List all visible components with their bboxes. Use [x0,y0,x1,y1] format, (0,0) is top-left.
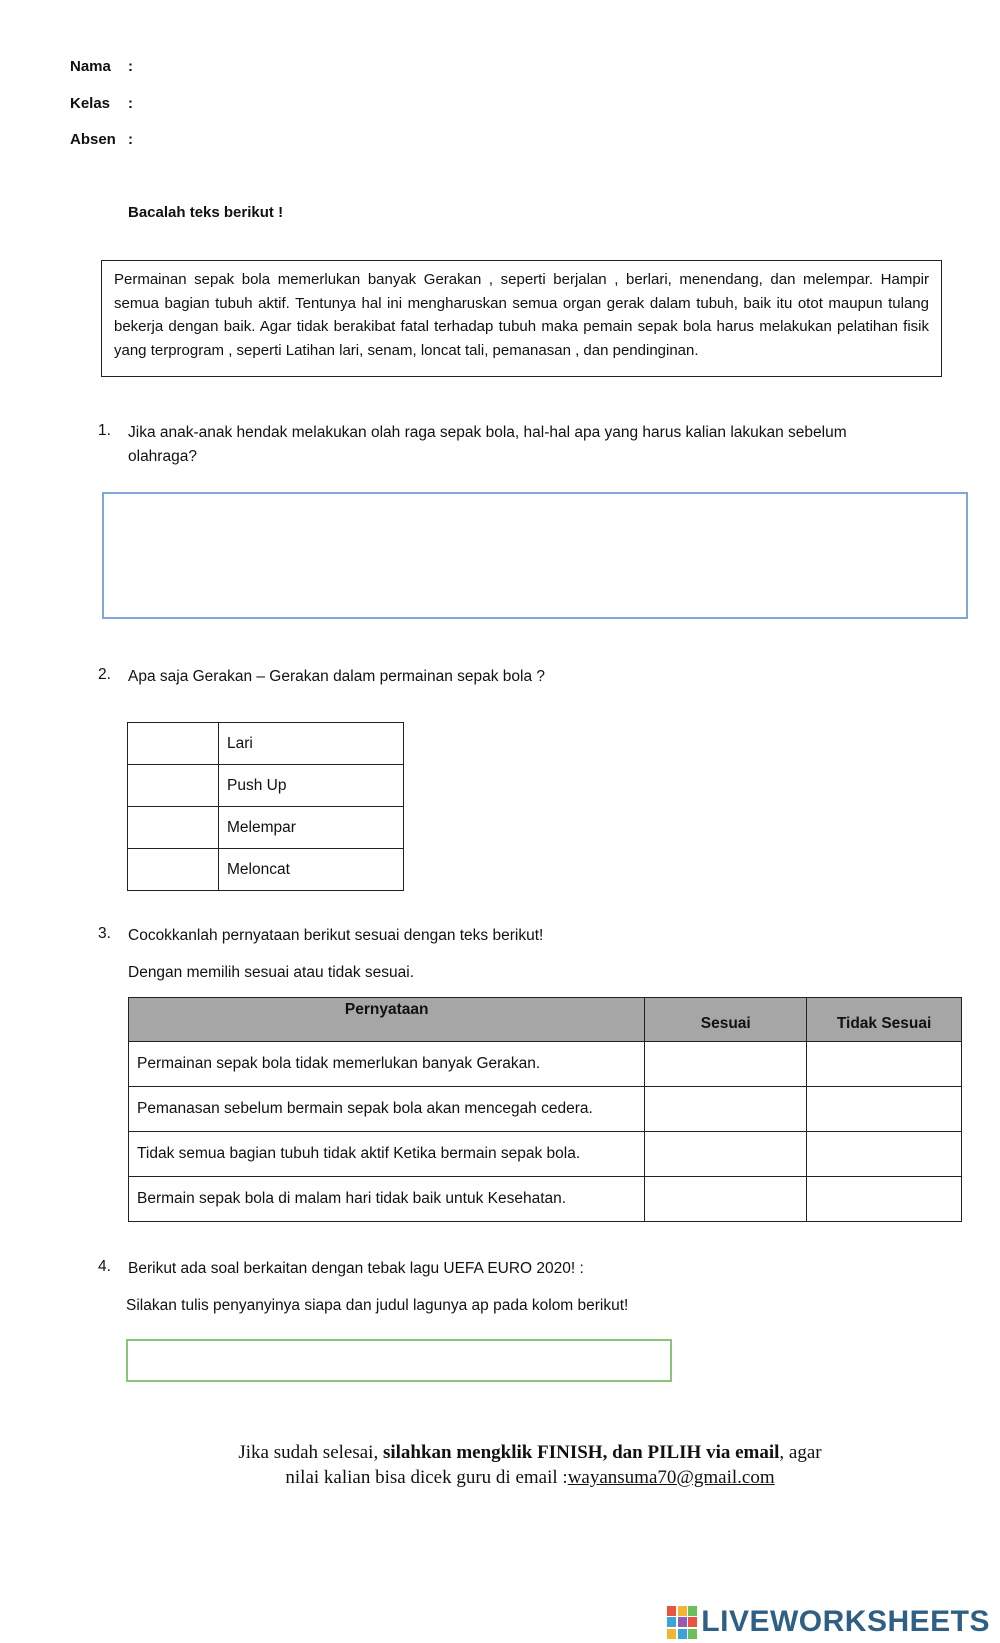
table-row [129,1042,962,1087]
option-label: Melempar [219,807,404,849]
table-row [129,1177,962,1222]
table-row [129,1132,962,1177]
option-checkbox[interactable] [128,849,219,891]
footer-bold-text: silahkan mengklik FINISH, dan PILIH via email [382,1442,780,1463]
reading-passage: Permainan sepak bola memerlukan banyak Gerakan , seperti berjalan , berlari, menendang, dan melempar. Hampir semua bagian tubuh aktif. Tentunya hal ini mengharuskan semua organ gerak dalam tubuh, baik itu otot maupun tulang bekerja dengan baik. Agar tidak berakibat fatal terhadap tubuh maka pemain sepak bola harus melakukan pelatihan fisik yang terprogram , seperti Latihan lari, senam, loncat tali, pemanasan , dan pendinginan. [101,260,942,377]
match-cell[interactable] [645,1087,807,1132]
q2-options-table [127,722,404,891]
q4-answer-box[interactable] [126,1339,672,1382]
option-row [128,723,404,765]
q1-text: Jika anak-anak hendak melakukan olah raga sepak bola, hal-hal apa yang harus kalian lakukan sebelum olahraga? [128,424,847,465]
logo-icon [667,1606,697,1639]
option-checkbox[interactable] [128,765,219,807]
match-cell[interactable] [645,1132,807,1177]
q1-answer-box[interactable] [102,492,968,619]
class-label: Kelas [70,95,111,112]
option-row [128,807,404,849]
option-checkbox[interactable] [128,807,219,849]
nomatch-cell[interactable] [807,1087,962,1132]
match-header: Sesuai [645,998,807,1042]
statement-cell: Pemanasan sebelum bermain sepak bola akan mencegah cedera. [129,1087,645,1132]
q2-text: Apa saja Gerakan – Gerakan dalam permainan sepak bola ? [128,668,546,685]
footer-note [100,1440,960,1490]
name-label: Nama [70,58,111,75]
q4-number: 4. [98,1258,111,1275]
statement-header: Pernyataan [129,998,645,1042]
class-colon: : [128,95,133,112]
match-cell[interactable] [645,1177,807,1222]
q3-subtext: Dengan memilih sesuai atau tidak sesuai. [128,964,415,981]
teacher-email-link[interactable]: wayansuma70@gmail.com [567,1467,775,1488]
q3-number: 3. [98,925,111,942]
statement-cell: Bermain sepak bola di malam hari tidak baik untuk Kesehatan. [129,1177,645,1222]
footer-text: nilai kalian bisa dicek guru di email : [285,1467,568,1488]
q2-number: 2. [98,666,111,683]
statement-cell: Tidak semua bagian tubuh tidak aktif Ketika bermain sepak bola. [129,1132,645,1177]
option-checkbox[interactable] [128,723,219,765]
q4-text: Berikut ada soal berkaitan dengan tebak lagu UEFA EURO 2020! : [128,1260,584,1277]
option-row [128,849,404,891]
attendance-label: Absen [70,131,116,148]
q3-matching-table [128,997,962,1222]
nomatch-cell[interactable] [807,1132,962,1177]
option-label: Meloncat [219,849,404,891]
option-label: Push Up [219,765,404,807]
footer-line-1 [100,1440,960,1465]
footer-text-end: , agar [779,1442,822,1463]
reading-instruction: Bacalah teks berikut ! [128,204,284,221]
option-label: Lari [219,723,404,765]
match-cell[interactable] [645,1042,807,1087]
option-row [128,765,404,807]
footer-line-2 [100,1465,960,1490]
q4-subtext: Silakan tulis penyanyinya siapa dan judul lagunya ap pada kolom berikut! [126,1297,629,1314]
nomatch-header: Tidak Sesuai [807,998,962,1042]
nomatch-cell[interactable] [807,1042,962,1087]
footer-text: Jika sudah selesai, [238,1442,383,1463]
attendance-colon: : [128,131,133,148]
nomatch-cell[interactable] [807,1177,962,1222]
liveworksheets-logo [667,1605,990,1639]
q3-text: Cocokkanlah pernyataan berikut sesuai dengan teks berikut! [128,927,544,944]
statement-cell: Permainan sepak bola tidak memerlukan banyak Gerakan. [129,1042,645,1087]
table-header-row [129,998,962,1042]
q1-number: 1. [98,422,111,439]
brand-name: LIVEWORKSHEETS [701,1605,990,1638]
table-row [129,1087,962,1132]
name-colon: : [128,58,133,75]
